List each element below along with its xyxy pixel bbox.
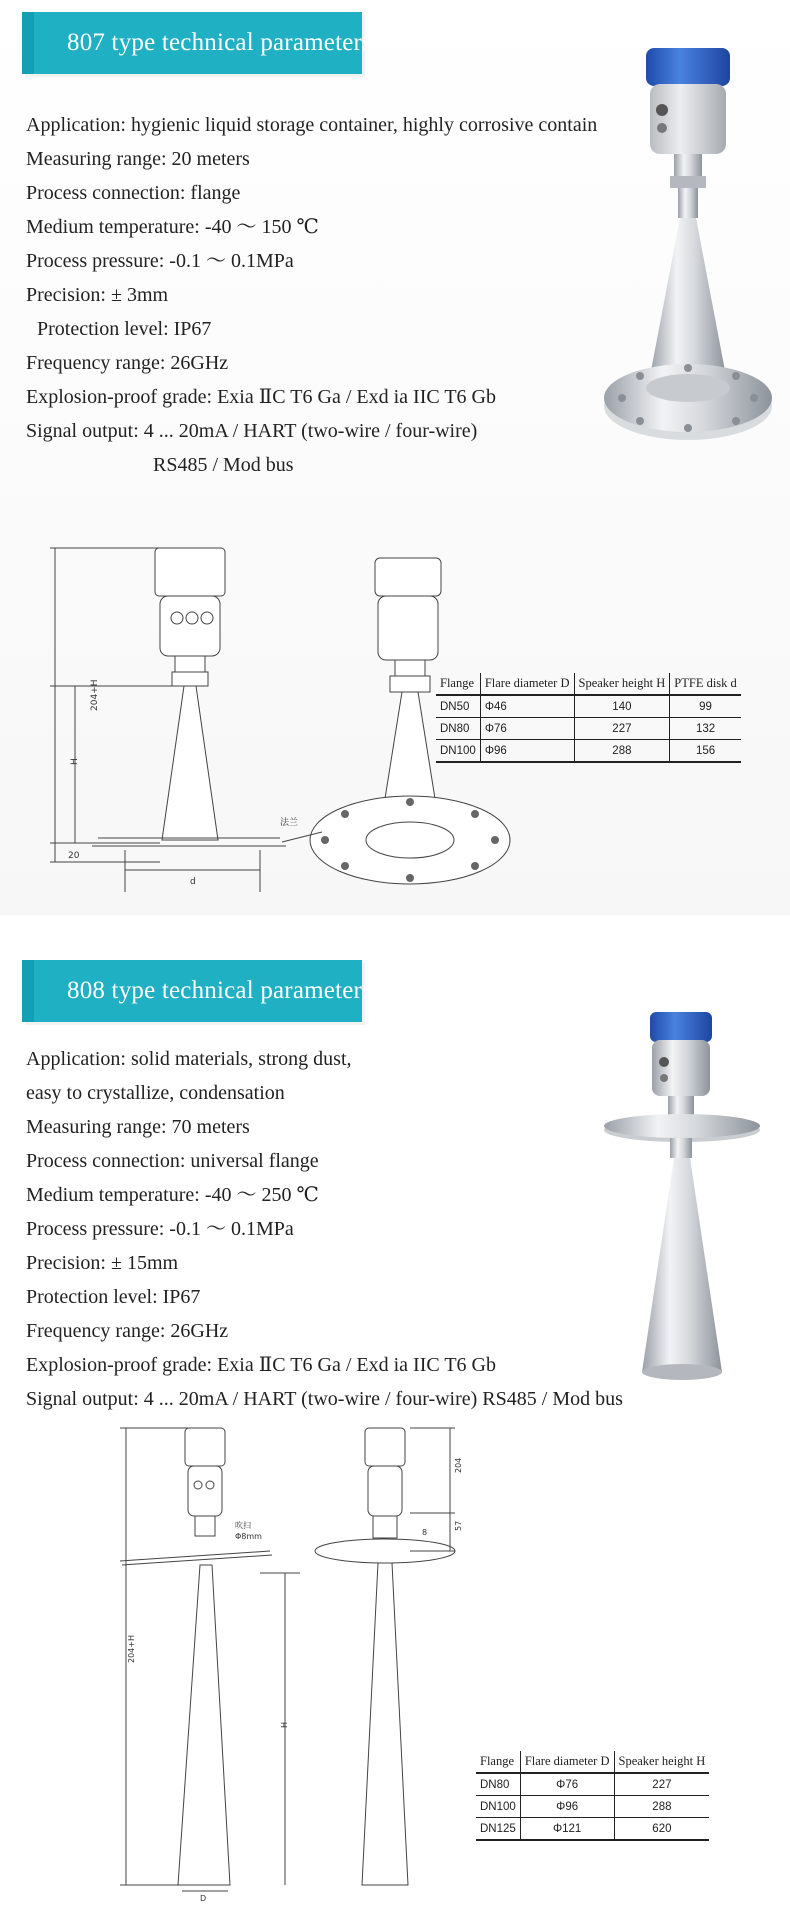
table-row [436,718,741,740]
param-process-pressure: Process pressure: -0.1 〜 0.1MPa [26,1218,294,1240]
table-cell: DN125 [476,1818,520,1841]
table-row [476,1796,709,1818]
table-cell: Φ121 [520,1818,614,1841]
table-row [436,740,741,763]
product-image-808 [600,1010,780,1390]
purge-size-label: Φ8mm [235,1532,262,1541]
title-band-807 [22,12,372,74]
spec-table-807 [436,673,741,763]
table-cell: Φ76 [480,718,574,740]
table-header: Speaker height H [614,1751,709,1773]
horn-antenna [650,218,726,376]
table-cell: 132 [670,718,741,740]
param-process-connection: Process connection: flange [26,182,241,204]
section-807 [0,0,790,915]
table-header: Flange [476,1751,520,1773]
param-signal-output: Signal output: 4 ... 20mA / HART (two-wire / four-wire) RS485 / Mod bus [26,1388,623,1410]
table-row [476,1773,709,1796]
table-cell: Φ96 [480,740,574,763]
table-cell: 620 [614,1818,709,1841]
product-image-807 [600,46,780,486]
flange-label: 法兰 [280,818,299,828]
param-measuring-range: Measuring range: 70 meters [26,1116,250,1138]
param-process-connection: Process connection: universal flange [26,1150,319,1172]
param-explosion-proof: Explosion-proof grade: Exia ⅡC T6 Ga / Exd ia IIC T6 Gb [26,1354,496,1376]
param-frequency-range: Frequency range: 26GHz [26,1320,229,1342]
table-cell: 288 [614,1796,709,1818]
table-header-row [476,1751,709,1773]
param-explosion-proof: Explosion-proof grade: Exia ⅡC T6 Ga / Exd ia IIC T6 Gb [26,386,496,408]
dim-label-d: d [190,877,196,887]
table-cell: DN80 [436,718,480,740]
param-process-pressure: Process pressure: -0.1 〜 0.1MPa [26,250,294,272]
title-band-accent [22,960,34,1022]
housing-cap [650,1012,712,1042]
technical-drawing-808 [110,1423,530,1903]
table-cell: 140 [574,695,670,718]
dim-label-8: 8 [422,1528,428,1537]
table-cell: 156 [670,740,741,763]
table-row [476,1818,709,1841]
table-cell: 227 [614,1773,709,1796]
mounting-flange [604,1114,760,1138]
table-cell: Φ46 [480,695,574,718]
section-title-808: 808 type technical parameters [67,977,372,1004]
dim-label-bottom: 20 [68,851,80,861]
table-header: Flange [436,673,480,695]
table-header: PTFE disk d [670,673,741,695]
table-header-row [436,673,741,695]
table-cell: DN80 [476,1773,520,1796]
dim-label-d: D [200,1894,207,1903]
section-divider [0,915,790,948]
table-cell: 288 [574,740,670,763]
table-cell: DN100 [436,740,480,763]
param-measuring-range: Measuring range: 20 meters [26,148,250,170]
table-cell: DN50 [436,695,480,718]
param-application: Application: solid materials, strong dust, [26,1048,352,1070]
title-band-808 [22,960,372,1022]
param-precision: Precision: ± 15mm [26,1252,179,1274]
spec-table-808 [476,1751,709,1841]
param-medium-temperature: Medium temperature: -40 〜 150 ℃ [26,216,319,238]
dim-label-total: 204+H [127,1635,136,1663]
cable-gland-icon [656,104,668,116]
param-signal-output-cont: RS485 / Mod bus [153,454,294,476]
horn-antenna [642,1158,722,1372]
param-signal-output: Signal output: 4 ... 20mA / HART (two-wire / four-wire) [26,420,478,442]
table-cell: Φ96 [520,1796,614,1818]
table-cell: 99 [670,695,741,718]
parameter-list-808 [26,1042,666,1416]
param-frequency-range: Frequency range: 26GHz [26,352,229,374]
table-header: Speaker height H [574,673,670,695]
dim-label-total: 204+H [90,679,100,711]
dim-label-204: 204 [454,1457,463,1473]
param-protection-level: Protection level: IP67 [37,318,212,340]
param-protection-level: Protection level: IP67 [26,1286,201,1308]
param-precision: Precision: ± 3mm [26,284,169,306]
table-cell: 227 [574,718,670,740]
section-title-807: 807 type technical parameters [67,29,372,56]
param-application-cont: easy to crystallize, condensation [26,1082,285,1104]
parameter-list-807 [26,108,666,482]
housing-cap [646,48,730,86]
table-header: Flare diameter D [520,1751,614,1773]
section-808 [0,948,790,1909]
param-application: Application: hygienic liquid storage container, highly corrosive contain [26,114,598,136]
table-header: Flare diameter D [480,673,574,695]
title-band-accent [22,12,34,74]
table-cell: Φ76 [520,1773,614,1796]
cable-gland-icon [659,1057,669,1067]
dim-label-h: H [280,1721,289,1728]
table-row [436,695,741,718]
table-cell: DN100 [476,1796,520,1818]
param-medium-temperature: Medium temperature: -40 〜 250 ℃ [26,1184,319,1206]
dim-label-57: 57 [454,1520,463,1531]
dim-label-h: H [70,758,80,765]
purge-label: 吹扫 [235,1521,251,1530]
